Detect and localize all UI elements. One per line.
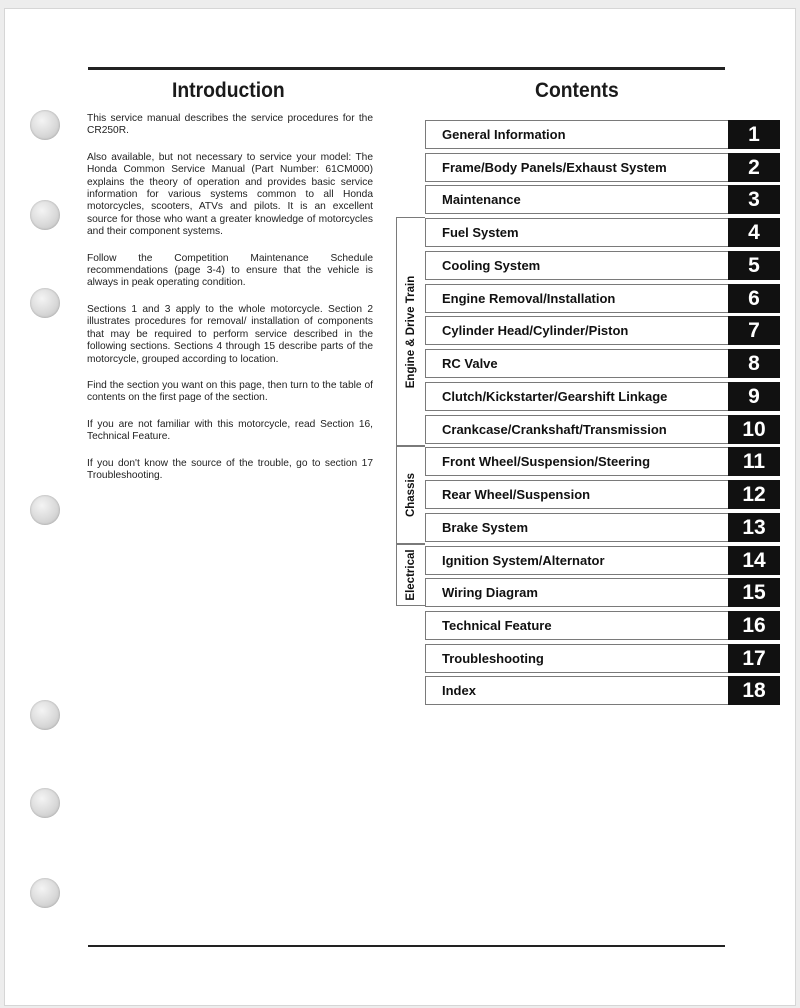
toc-section-title[interactable]: Brake System: [442, 520, 528, 535]
top-rule: [88, 67, 725, 70]
toc-section-title[interactable]: Rear Wheel/Suspension: [442, 487, 591, 502]
toc-row[interactable]: [425, 546, 780, 575]
toc-section-title[interactable]: Maintenance: [442, 192, 521, 207]
toc-section-title[interactable]: Cooling System: [442, 258, 541, 273]
toc-row[interactable]: [425, 284, 780, 313]
toc-row[interactable]: [425, 578, 780, 607]
binder-hole: [30, 200, 60, 230]
binder-hole: [30, 495, 60, 525]
introduction-text: [87, 113, 373, 496]
toc-section-number-tab[interactable]: 2: [728, 153, 780, 182]
toc-row[interactable]: [425, 316, 780, 345]
toc-section-number-tab[interactable]: 8: [728, 349, 780, 378]
group-electrical: [396, 544, 425, 606]
toc-section-title[interactable]: Clutch/Kickstarter/Gearshift Linkage: [442, 389, 668, 404]
intro-paragraph: This service manual describes the service procedures for the CR250R.: [87, 113, 373, 137]
toc-section-number-tab[interactable]: 6: [728, 284, 780, 313]
toc-section-number-tab[interactable]: 18: [728, 676, 780, 705]
toc-row[interactable]: [425, 185, 780, 214]
intro-paragraph: Sections 1 and 3 apply to the whole motorcycle. Section 2 illustrates procedures for removal/ installation of components that may be required to perform service described in the following sections. Sections 4 through 15 describe parts of the motorcycle, grouped according to location.: [87, 303, 373, 365]
toc-row[interactable]: [425, 644, 780, 673]
toc-section-number-tab[interactable]: 12: [728, 480, 780, 509]
toc-section-number-tab[interactable]: 1: [728, 120, 780, 149]
toc-section-title[interactable]: Technical Feature: [442, 618, 552, 633]
toc-row[interactable]: [425, 447, 780, 476]
intro-paragraph: If you are not familiar with this motorcycle, read Section 16, Technical Feature.: [87, 418, 373, 443]
toc-row[interactable]: [425, 153, 780, 182]
intro-paragraph: If you don't know the source of the trouble, go to section 17 Troubleshooting.: [87, 457, 373, 481]
toc-section-number-tab[interactable]: 9: [728, 382, 780, 411]
binder-hole: [30, 878, 60, 908]
contents-heading: Contents: [535, 79, 619, 102]
introduction-heading: Introduction: [172, 79, 285, 102]
toc-section-title[interactable]: General Information: [442, 127, 566, 142]
toc-row[interactable]: [425, 120, 780, 149]
toc-row[interactable]: [425, 415, 780, 444]
toc-row[interactable]: [425, 218, 780, 247]
toc-section-title[interactable]: RC Valve: [442, 356, 498, 371]
toc-section-number-tab[interactable]: 11: [728, 447, 780, 476]
toc-row[interactable]: [425, 676, 780, 705]
binder-hole: [30, 700, 60, 730]
toc-section-number-tab[interactable]: 13: [728, 513, 780, 542]
toc-row[interactable]: [425, 513, 780, 542]
toc-section-number-tab[interactable]: 15: [728, 578, 780, 607]
group-engine-drive-train: [396, 217, 425, 446]
toc-row[interactable]: [425, 251, 780, 280]
binder-hole: [30, 788, 60, 818]
toc-section-title[interactable]: Frame/Body Panels/Exhaust System: [442, 160, 667, 175]
group-label: Engine & Drive Train: [405, 275, 417, 388]
intro-paragraph: Also available, but not necessary to service your model: The Honda Common Service Manual (Part Number: 61CM000) explains the theory of operation and provides basic service information for various systems common to all Honda motorcycles, scooters, ATVs and pilots. It is an excellent source for those who want a greater knowledge of motorcycles and their component systems.: [87, 151, 373, 238]
group-label: Electrical: [405, 549, 417, 601]
binder-hole: [30, 288, 60, 318]
toc-section-number-tab[interactable]: 14: [728, 546, 780, 575]
toc-section-title[interactable]: Ignition System/Alternator: [442, 553, 605, 568]
toc-section-number-tab[interactable]: 5: [728, 251, 780, 280]
toc-section-title[interactable]: Wiring Diagram: [442, 585, 538, 600]
toc-section-number-tab[interactable]: 10: [728, 415, 780, 444]
binder-hole: [30, 110, 60, 140]
toc-row[interactable]: [425, 611, 780, 640]
group-chassis: [396, 446, 425, 544]
toc-row[interactable]: [425, 480, 780, 509]
toc-row[interactable]: [425, 382, 780, 411]
toc-section-number-tab[interactable]: 4: [728, 218, 780, 247]
toc-section-title[interactable]: Cylinder Head/Cylinder/Piston: [442, 323, 629, 338]
group-label: Chassis: [405, 472, 417, 518]
intro-paragraph: Follow the Competition Maintenance Schedule recommendations (page 3-4) to ensure that the vehicle is always in peak operating condition.: [87, 252, 373, 289]
toc-row[interactable]: [425, 349, 780, 378]
toc-section-title[interactable]: Index: [442, 683, 476, 698]
toc-section-number-tab[interactable]: 3: [728, 185, 780, 214]
toc-section-title[interactable]: Front Wheel/Suspension/Steering: [442, 454, 651, 469]
bottom-rule: [88, 945, 725, 947]
toc-section-title[interactable]: Engine Removal/Installation: [442, 291, 616, 306]
toc-section-number-tab[interactable]: 17: [728, 644, 780, 673]
toc-section-number-tab[interactable]: 7: [728, 316, 780, 345]
toc-section-title[interactable]: Crankcase/Crankshaft/Transmission: [442, 422, 667, 437]
toc-section-title[interactable]: Fuel System: [442, 225, 519, 240]
toc-section-number-tab[interactable]: 16: [728, 611, 780, 640]
toc-section-title[interactable]: Troubleshooting: [442, 651, 544, 666]
intro-paragraph: Find the section you want on this page, then turn to the table of contents on the first page of the section.: [87, 379, 373, 404]
